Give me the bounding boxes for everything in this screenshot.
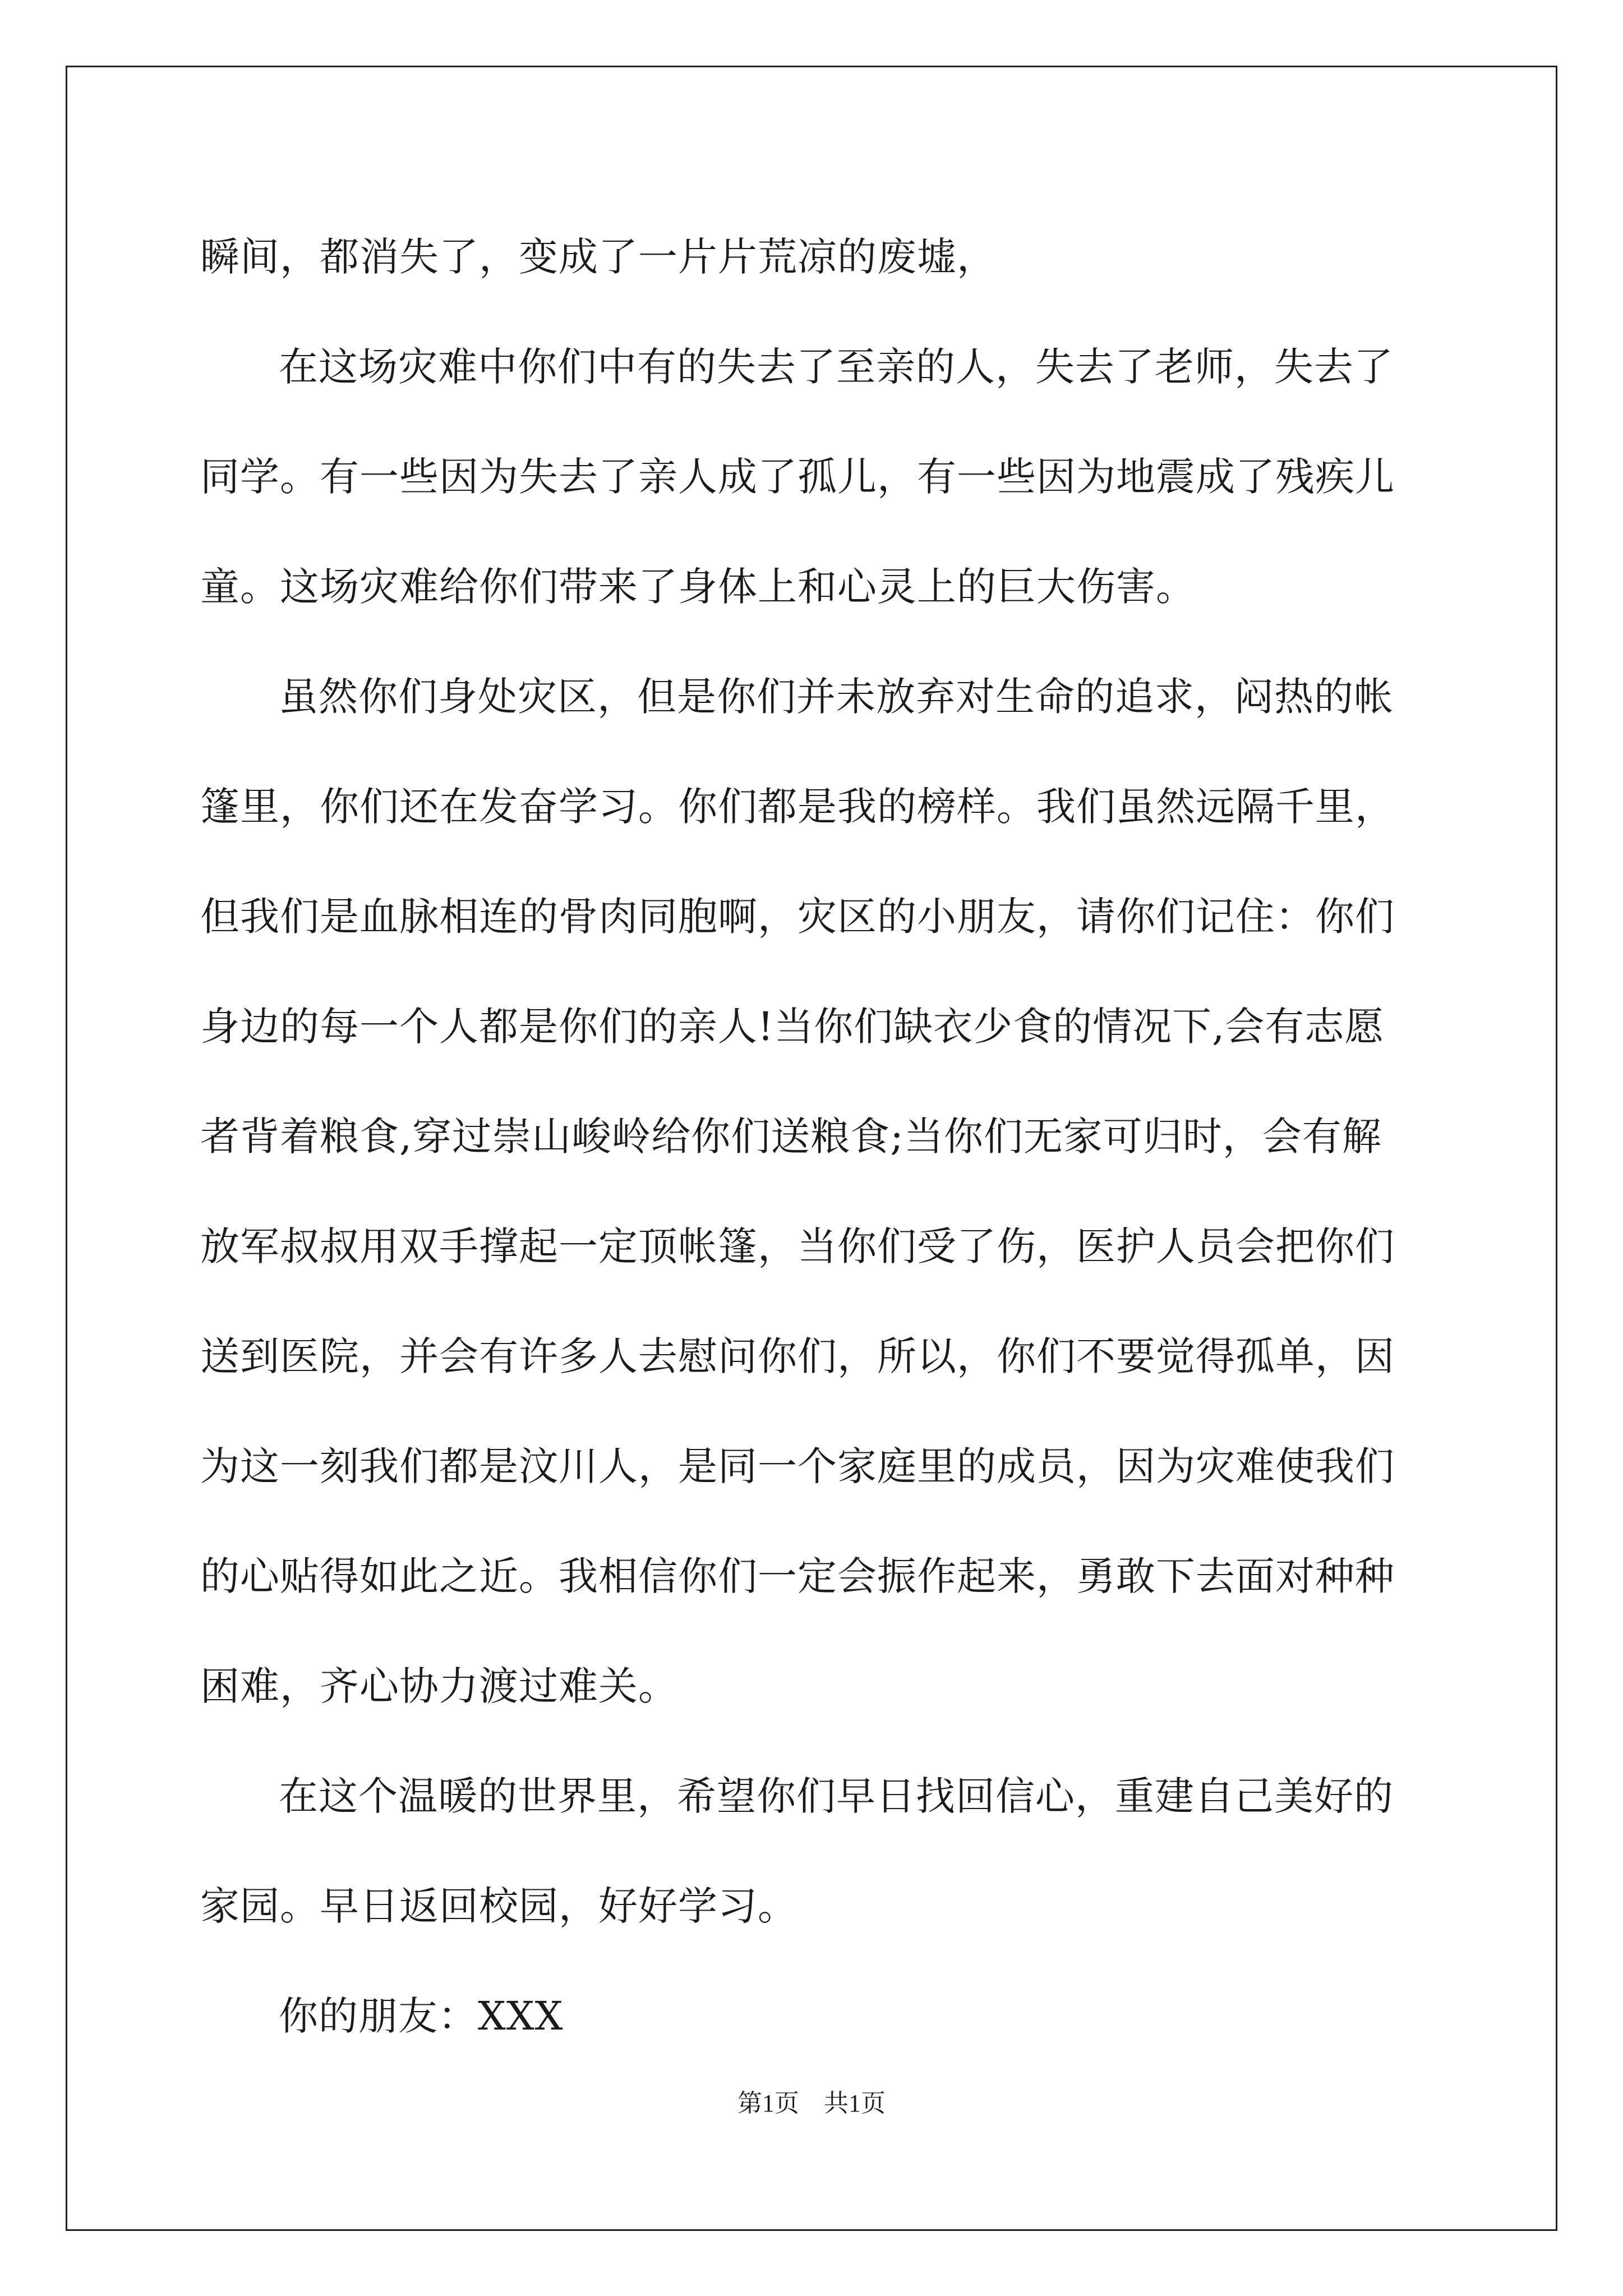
text-line: 放军叔叔用双手撑起一定顶帐篷，当你们受了伤，医护人员会把你们	[200, 1223, 1395, 1269]
text-line: 篷里，你们还在发奋学习。你们都是我的榜样。我们虽然远隔千里，	[200, 784, 1395, 830]
letter-body	[200, 202, 1423, 2071]
text-line: 身边的每一个人都是你们的亲人!当你们缺衣少食的情况下,会有志愿	[200, 1004, 1385, 1050]
signature-line: 你的朋友：XXX	[279, 1993, 564, 2039]
text-line: 为这一刻我们都是汶川人，是同一个家庭里的成员，因为灾难使我们	[200, 1443, 1395, 1489]
text-line: 童。这场灾难给你们带来了身体上和心灵上的巨大伤害。	[200, 564, 1196, 610]
text-line: 瞬间，都消失了，变成了一片片荒凉的废墟，	[200, 234, 997, 280]
paragraph-start-line: 虽然你们身处灾区，但是你们并未放弃对生命的追求，闷热的帐	[279, 674, 1394, 720]
paragraph-start-line: 在这个温暖的世界里，希望你们早日找回信心，重建自己美好的	[279, 1773, 1394, 1819]
text-line: 送到医院，并会有许多人去慰问你们，所以，你们不要觉得孤单，因	[200, 1333, 1395, 1379]
text-line: 同学。有一些因为失去了亲人成了孤儿，有一些因为地震成了残疾儿	[200, 454, 1395, 500]
paragraph-start-line: 在这场灾难中你们中有的失去了至亲的人，失去了老师，失去了	[279, 344, 1394, 390]
text-line: 者背着粮食,穿过崇山峻岭给你们送粮食;当你们无家可归时，会有解	[200, 1114, 1382, 1159]
page-number-footer: 第1页 共1页	[737, 2090, 886, 2117]
text-line: 的心贴得如此之近。我相信你们一定会振作起来，勇敢下去面对种种	[200, 1553, 1395, 1599]
text-line: 家园。早日返回校园，好好学习。	[200, 1883, 797, 1929]
text-line: 困难，齐心协力渡过难关。	[200, 1663, 678, 1709]
text-line: 但我们是血脉相连的骨肉同胞啊，灾区的小朋友，请你们记住：你们	[200, 894, 1395, 940]
